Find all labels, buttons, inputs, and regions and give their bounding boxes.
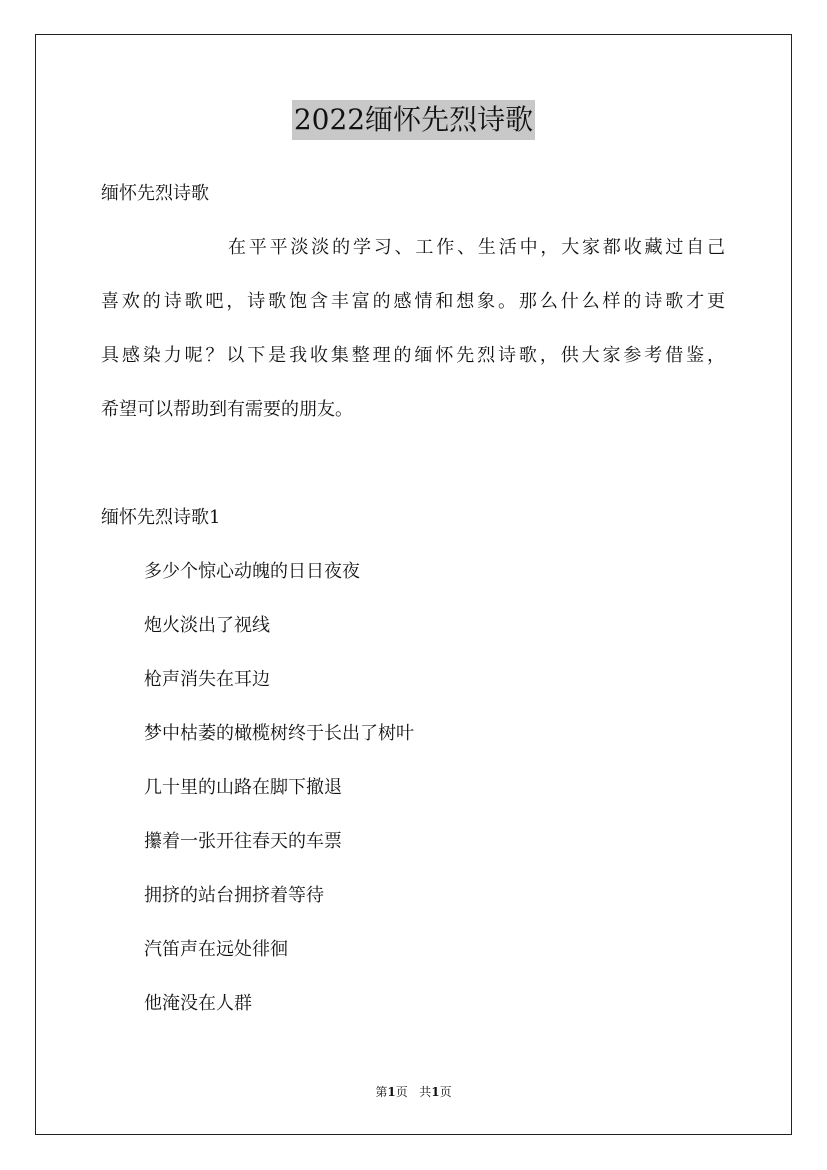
poem-line: 炮火淡出了视线 xyxy=(144,615,270,636)
intro-line-4: 希望可以帮助到有需要的朋友。 xyxy=(101,399,353,420)
footer-page-suffix: 页 xyxy=(395,1085,408,1099)
footer-page-number: 1 xyxy=(387,1085,396,1099)
poem-line: 汽笛声在远处徘徊 xyxy=(144,939,288,960)
footer-total-prefix: 共 xyxy=(419,1085,432,1099)
subtitle: 缅怀先烈诗歌 xyxy=(101,183,209,204)
poem-line: 多少个惊心动魄的日日夜夜 xyxy=(144,561,360,582)
document-title: 2022缅怀先烈诗歌 xyxy=(292,100,535,140)
poem-line: 拥挤的站台拥挤着等待 xyxy=(144,885,324,906)
intro-line-2: 喜欢的诗歌吧，诗歌饱含丰富的感情和想象。那么什么样的诗歌才更 xyxy=(101,291,725,312)
footer-total-suffix: 页 xyxy=(439,1085,452,1099)
section-heading: 缅怀先烈诗歌1 xyxy=(101,507,221,528)
poem-line: 枪声消失在耳边 xyxy=(144,669,270,690)
footer-total-number: 1 xyxy=(431,1085,440,1099)
title-container xyxy=(0,100,827,140)
poem-line: 他淹没在人群 xyxy=(144,993,252,1014)
poem-line: 攥着一张开往春天的车票 xyxy=(144,831,342,852)
intro-line-1: 在平平淡淡的学习、工作、生活中，大家都收藏过自己 xyxy=(228,237,725,258)
intro-line-3: 具感染力呢？以下是我收集整理的缅怀先烈诗歌，供大家参考借鉴， xyxy=(101,345,725,366)
page-footer xyxy=(0,1084,827,1100)
poem-line: 梦中枯萎的橄榄树终于长出了树叶 xyxy=(144,723,414,744)
poem-line: 几十里的山路在脚下撤退 xyxy=(144,777,342,798)
footer-page-prefix: 第 xyxy=(375,1085,388,1099)
